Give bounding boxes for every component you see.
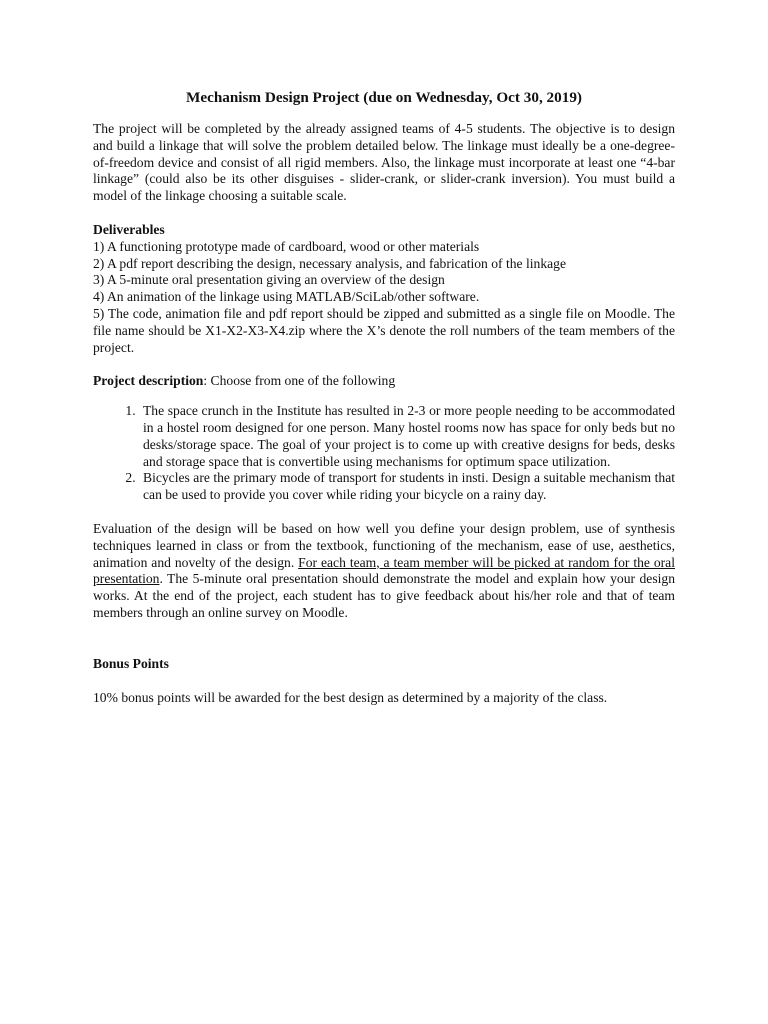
bonus-section <box>93 656 675 707</box>
evaluation-underlined-text: For each team, a team member will be picked at random for the oral presentation <box>93 554 675 587</box>
project-options-list <box>93 403 675 504</box>
project-option: 2. Bicycles are the primary mode of transport for students in insti. Design a suitable mechanism that can be used to provide you cover while riding your bicycle on a rainy day. <box>139 470 675 504</box>
deliverable-item: 1) A functioning prototype made of cardboard, wood or other materials <box>93 238 480 254</box>
document-content <box>93 88 675 706</box>
deliverables-heading: Deliverables <box>93 221 165 237</box>
deliverable-item: 2) A pdf report describing the design, necessary analysis, and fabrication of the linkage <box>93 255 566 271</box>
evaluation-text-continued: . The 5-minute oral presentation should demonstrate the model and explain how your design works. At the end of the project, each student has to give feedback about his/her role and that of team members through an online survey on Moodle. <box>93 571 675 620</box>
deliverable-item: 4) An animation of the linkage using MATLAB/SciLab/other software. <box>93 289 480 305</box>
project-description-section <box>93 373 675 504</box>
evaluation-text: Evaluation of the design will be based on how well you define your design problem, use of synthesis techniques learned in class or from the textbook, functioning of the mechanism, ease of use, aesthetics, animation and novelty of the design. <box>93 520 675 570</box>
deliverable-item: 5) The code, animation file and pdf report should be zipped and submitted as a single file on Moodle. The file name should be X1-X2-X3-X4.zip where the X’s denote the roll numbers of the team members of the project. <box>93 305 675 355</box>
intro-paragraph: The project will be completed by the already assigned teams of 4-5 students. The objective is to design and build a linkage that will solve the problem detailed below. The linkage must ideally be a one-degree-of-freedom device and consist of all rigid members. Also, the linkage must incorporate at least one “4-bar linkage” (could also be its other disguises - slider-crank, or slider-crank inversion). You must build a model of the linkage choosing a suitable scale. <box>93 121 675 204</box>
section-gap <box>93 622 675 656</box>
deliverable-item: 3) A 5-minute oral presentation giving an overview of the design <box>93 272 445 288</box>
evaluation-paragraph <box>93 521 675 622</box>
deliverables-section <box>93 222 675 356</box>
bonus-paragraph: 10% bonus points will be awarded for the best design as determined by a majority of the class. <box>93 689 608 705</box>
section-gap <box>93 356 675 373</box>
document-title: Mechanism Design Project (due on Wednesday, Oct 30, 2019) <box>186 89 582 106</box>
project-option: 1. The space crunch in the Institute has resulted in 2-3 or more people needing to be accommodated in a hostel room designed for one person. Many hostel rooms now has space for only beds but no desks/storage space. The goal of your project is to come up with creative designs for beds, desks and storage space that is convertible using mechanisms for optimum space utilization. <box>139 403 675 470</box>
bonus-heading: Bonus Points <box>93 655 169 671</box>
project-description-label: Project description <box>93 373 204 389</box>
project-description-intro <box>93 373 675 390</box>
project-description-rest: : Choose from one of the following <box>203 373 396 389</box>
